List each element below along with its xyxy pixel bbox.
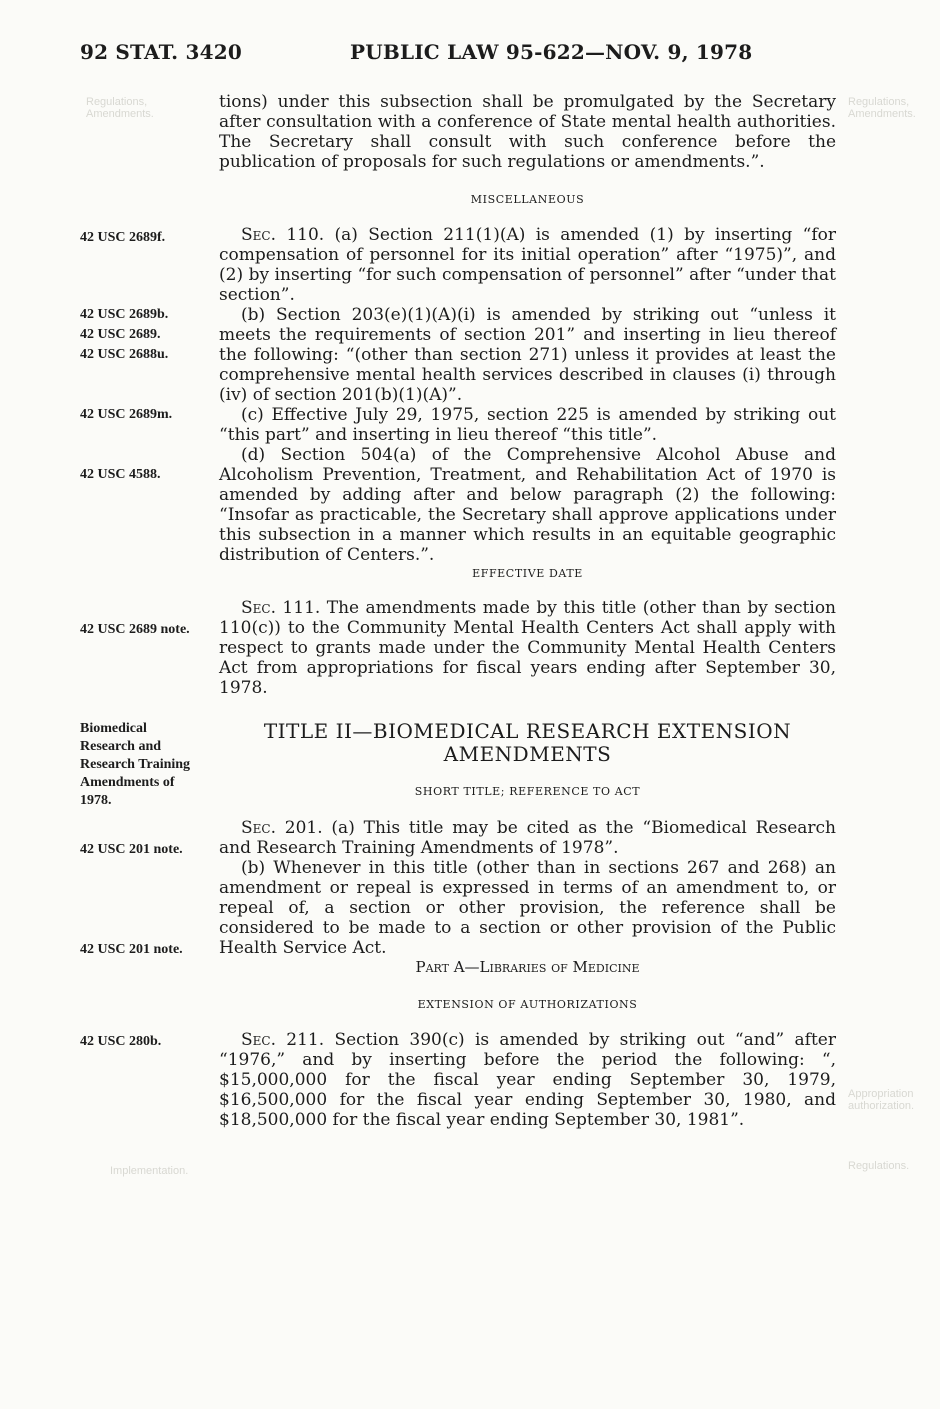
section-201-a — [219, 818, 836, 858]
section-label: Sec. — [241, 225, 276, 245]
margin-citation: 42 USC 2689m. — [80, 407, 173, 422]
law-reference: PUBLIC LAW 95-622—NOV. 9, 1978 — [350, 40, 753, 64]
margin-citation: 42 USC 2689f. — [80, 230, 166, 245]
section-text: 201. (a) This title may be cited as the “Biomedical Research and Research Training Amendments of 1978”. — [219, 818, 836, 858]
section-text: 211. Section 390(c) is amended by striking out “and” after “1976,” and by inserting before the period the following: “, $15,000,000 for the fiscal year ending September 30, 1979, $16,500,000 for the fiscal year ending September 30, 1980, and $18,500,000 for the fiscal year ending September 30, 1981”. — [219, 1030, 836, 1130]
bleed-through-note: Regulations. — [848, 1160, 910, 1172]
section-211 — [219, 1030, 836, 1130]
heading-miscellaneous: MISCELLANEOUS — [470, 193, 585, 206]
continued-text: tions) under this subsection shall be promulgated by the Secretary after consultation with a conference of State mental health authorities. The Secretary shall consult with such conference before the publication of proposals for such regulations or amendments.”. — [219, 92, 836, 172]
section-text: 111. The amendments made by this title (other than by section 110(c)) to the Community Mental Health Centers Act shall apply with respect to grants made under the Community Mental Health Centers Act from appropriations for fiscal years ending after September 30, 1978. — [219, 598, 836, 698]
section-110-d: (d) Section 504(a) of the Comprehensive Alcohol Abuse and Alcoholism Prevention, Treatment, and Rehabilitation Act of 1970 is amended by adding after and below paragraph (2) the following: “Insofar as practicable, the Secretary shall approve applications under this subsection in a manner which results in an equitable geographic distribution of Centers.”. — [219, 445, 836, 565]
page-reference: 92 STAT. 3420 — [80, 40, 242, 64]
margin-citation: 42 USC 2688u. — [80, 347, 169, 362]
margin-citation: 42 USC 280b. — [80, 1034, 162, 1049]
section-111 — [219, 598, 836, 698]
title-ii-line-2: AMENDMENTS — [443, 742, 612, 766]
section-201 — [219, 818, 836, 958]
bleed-through-note: Implementation. — [110, 1165, 189, 1177]
section-110-b: (b) Section 203(e)(1)(A)(i) is amended by striking out “unless it meets the requirements of section 201” and inserting in lieu thereof the following: “(other than section 271) unless it provides at least the comprehensive mental health services described in clauses (i) through (iv) of section 201(b)(1)(A)”. — [219, 305, 836, 405]
section-label: Sec. — [241, 598, 276, 618]
margin-citation: 42 USC 201 note. — [80, 842, 183, 857]
section-201-b: (b) Whenever in this title (other than in sections 267 and 268) an amendment or repeal is expressed in terms of an amendment to, or repeal of, a section or other provision, the reference shall be considered to be made to a section or other provision of the Public Health Service Act. — [219, 858, 836, 958]
margin-citation: 42 USC 2689 note. — [80, 622, 190, 637]
bleed-through-note: Appropriation authorization. — [848, 1088, 915, 1112]
section-text: 110. (a) Section 211(1)(A) is amended (1) by inserting “for compensation of personnel for its initial operation” after “1975)”, and (2) by inserting “for such compensation of personnel” after “under that section”. — [219, 225, 836, 305]
section-label: Sec. — [241, 1030, 276, 1050]
bleed-through-note: Regulations, Amendments. — [86, 96, 154, 120]
part-a-heading: Part A—Libraries of Medicine — [415, 958, 640, 976]
bleed-through-note: Regulations, Amendments. — [848, 96, 916, 120]
paragraph-continued — [219, 92, 836, 172]
title-ii-line-1: TITLE II—BIOMEDICAL RESEARCH EXTENSION — [263, 719, 792, 743]
margin-citation: 42 USC 201 note. — [80, 942, 183, 957]
section-label: Sec. — [241, 818, 276, 838]
margin-citation: 42 USC 4588. — [80, 467, 161, 482]
section-110-a — [219, 225, 836, 305]
heading-effective-date: EFFECTIVE DATE — [472, 567, 583, 580]
heading-extension: EXTENSION OF AUTHORIZATIONS — [417, 998, 638, 1011]
section-211-text — [219, 1030, 836, 1130]
section-110 — [219, 225, 836, 565]
margin-citation: 42 USC 2689. — [80, 327, 161, 342]
heading-short-title: SHORT TITLE; REFERENCE TO ACT — [414, 785, 641, 798]
section-110-c: (c) Effective July 29, 1975, section 225 is amended by striking out “this part” and inserting in lieu thereof “this title”. — [219, 405, 836, 445]
section-111-text — [219, 598, 836, 698]
margin-citation: 42 USC 2689b. — [80, 307, 169, 322]
margin-short-title-note: Biomedical Research and Research Training Amendments of 1978. — [80, 721, 191, 808]
